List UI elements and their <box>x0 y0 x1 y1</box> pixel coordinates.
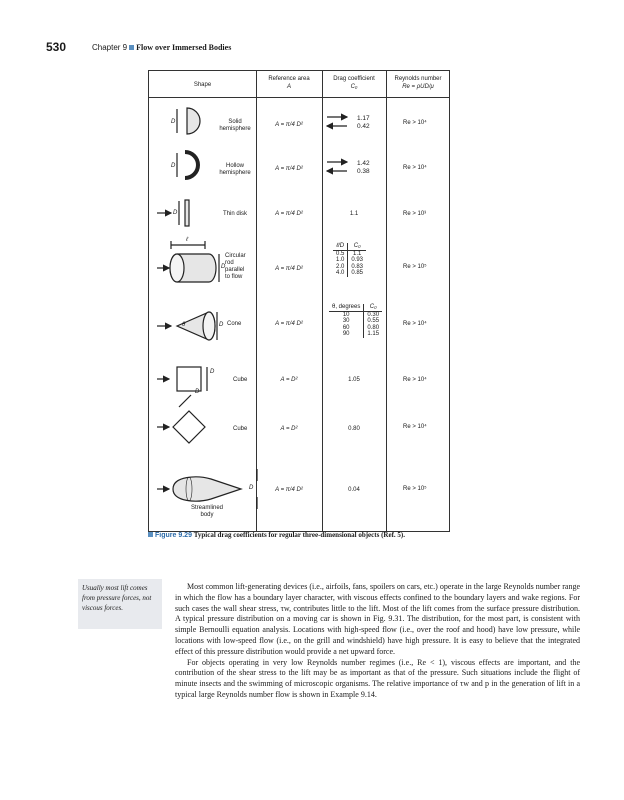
re-value: Re > 10⁵ <box>403 486 427 492</box>
shape-label-thin-disk: Thin disk <box>222 211 247 217</box>
mini-cell: 0.83 <box>351 263 364 270</box>
drag-coefficient-table <box>148 70 450 532</box>
mini-cell: 1.0 <box>333 257 348 264</box>
dimension-line <box>179 395 191 407</box>
mini-cell: 1.1 <box>353 250 362 257</box>
dim-label-D: D <box>210 369 215 375</box>
col-header-re-symbol: Re = ρUD/μ <box>402 84 434 90</box>
shape-label-line: hemisphere <box>219 170 251 176</box>
dim-label-l: ℓ <box>186 237 188 243</box>
col-header-shape: Shape <box>193 82 212 88</box>
thin-disk-shape <box>185 200 189 226</box>
cone-angle-label: θ <box>182 322 186 328</box>
area-formula: A = π/4 D² <box>275 487 303 493</box>
shape-label-cube: Cube <box>233 377 248 383</box>
shape-label-line: to flow <box>225 274 243 280</box>
col-header-area-symbol: A <box>286 84 291 90</box>
shape-label-cube-rotated: Cube <box>233 426 248 432</box>
re-value: Re > 10⁵ <box>403 264 427 270</box>
dim-label-D: D <box>171 119 176 125</box>
chapter-label: Chapter 9 <box>92 43 128 52</box>
shape-label-line: Hollow <box>225 163 244 169</box>
mini-cell: 0.93 <box>351 257 364 263</box>
mini-cell: 0.30 <box>367 311 380 318</box>
shape-drawings <box>149 71 451 533</box>
rod-end-face <box>170 254 184 282</box>
chapter-title: Flow over Immersed Bodies <box>136 43 232 52</box>
mini-header: C₀ <box>364 304 382 311</box>
cd-value: 1.42 <box>357 160 370 167</box>
mini-cell: 4.0 <box>333 270 348 277</box>
area-formula: A = π/4 D² <box>275 321 303 327</box>
re-value: Re > 10⁴ <box>403 165 427 171</box>
hollow-hemisphere-shape <box>185 152 198 178</box>
cone-base <box>203 312 215 340</box>
cd-value: 0.80 <box>348 426 360 432</box>
area-formula: A = π/4 D² <box>275 122 303 128</box>
dim-label-D: D <box>171 163 176 169</box>
mini-cell: 0.80 <box>367 324 380 331</box>
shape-label-line: Streamlined <box>190 505 223 511</box>
page-number: 530 <box>46 40 67 54</box>
mini-cell: 1.15 <box>367 331 380 337</box>
shape-label-line: parallel <box>225 267 245 273</box>
mini-header: θ, degrees <box>329 304 364 311</box>
dim-label-D: D <box>249 485 254 491</box>
margin-note: Usually most lift comes from pressure forces, not viscous forces. <box>78 579 162 629</box>
shape-label-line: Solid <box>228 119 242 125</box>
dim-label-D: D <box>173 210 178 216</box>
cd-value: 0.38 <box>357 168 370 175</box>
mini-cell: 2.0 <box>333 264 348 271</box>
streamlined-body-shape <box>173 477 241 501</box>
mini-cell: 10 <box>329 311 364 318</box>
cd-value: 1.05 <box>348 377 360 383</box>
header-square-icon <box>129 45 134 50</box>
shape-label-cone: Cone <box>227 321 242 327</box>
area-formula: A = D² <box>280 377 298 383</box>
re-value: Re > 10⁴ <box>403 120 427 126</box>
caption-text: Typical drag coefficients for regular three-dimensional objects (Ref. 5). <box>193 531 405 539</box>
body-text <box>175 582 580 701</box>
cd-value: 1.17 <box>357 115 370 122</box>
paragraph: Most common lift-generating devices (i.e., airfoils, fans, spoilers on cars, etc.) operate in the large Reynolds number range in which the flow has a boundary layer character, with viscous effects confined to the boundary layers and wake regions. For such cases the wall shear stress, τw, contributes little to the lift. Most of the lift comes from the surface pressure distribution. A typical pressure distribution on a moving car is shown in Fig. 9.31. The distribution, for the most part, is consistent with simple Bernoulli equation analysis. Locations with high-speed flow (i.e., over the roof and hood) have low pressure, while locations with low-speed flow (i.e., on the grill and windshield) have high pressure. It is easy to believe that the integrated effect of this pressure distribution would provide a net upward force. <box>175 582 580 656</box>
dim-label-D: D <box>195 389 200 395</box>
dim-label-D: D <box>219 322 224 328</box>
re-value: Re > 10⁴ <box>403 321 427 327</box>
cd-value: 0.42 <box>357 123 370 130</box>
mini-cell: 0.5 <box>333 250 348 257</box>
figure-number: Figure 9.29 <box>155 532 192 539</box>
mini-header: C₀ <box>348 243 366 250</box>
mini-cell: 0.55 <box>367 318 380 324</box>
figure-caption <box>148 531 448 540</box>
col-header-cd-symbol: C₀ <box>350 84 358 90</box>
paragraph: For objects operating in very low Reynolds number regimes (i.e., Re < 1), viscous effects are important, and the contribution of the shear stress to the lift may be as important as that of the pressure. Such situations include the flight of minute insects and the swimming of microscopic organisms. The relative importance of τw and p in the generation of lift in a typical large Reynolds number flow is shown in Example 9.14. <box>175 657 580 699</box>
col-header-area-label: Reference area <box>268 76 310 82</box>
col-header-cd-label: Drag coefficient <box>333 76 375 82</box>
mini-cell: 60 <box>329 325 364 332</box>
mini-cell: 90 <box>329 331 364 338</box>
area-formula: A = D² <box>280 426 298 432</box>
shape-label-line: hemisphere <box>219 126 251 132</box>
caption-square-icon <box>148 532 153 537</box>
cube-shape <box>177 367 201 391</box>
area-formula: A = π/4 D² <box>275 211 303 217</box>
area-formula: A = π/4 D² <box>275 166 303 172</box>
shape-label-line: Circular <box>225 253 246 259</box>
re-value: Re > 10⁴ <box>403 424 427 430</box>
mini-cell: 0.85 <box>351 270 364 276</box>
area-formula: A = π/4 D² <box>275 266 303 272</box>
col-header-re-label: Reynolds number <box>394 76 442 82</box>
cd-value: 1.1 <box>349 211 359 217</box>
mini-header: ℓ/D <box>333 243 348 250</box>
dim-label-D: D <box>221 264 226 270</box>
cd-value: 0.04 <box>348 487 360 493</box>
rotated-cube-shape <box>173 411 205 443</box>
mini-cell: 30 <box>329 318 364 325</box>
solid-hemisphere-shape <box>187 108 200 134</box>
shape-label-line: body <box>200 512 214 518</box>
re-value: Re > 10³ <box>403 211 427 217</box>
shape-label-line: rod <box>225 260 234 266</box>
running-header <box>92 43 231 52</box>
re-value: Re > 10⁴ <box>403 377 427 383</box>
